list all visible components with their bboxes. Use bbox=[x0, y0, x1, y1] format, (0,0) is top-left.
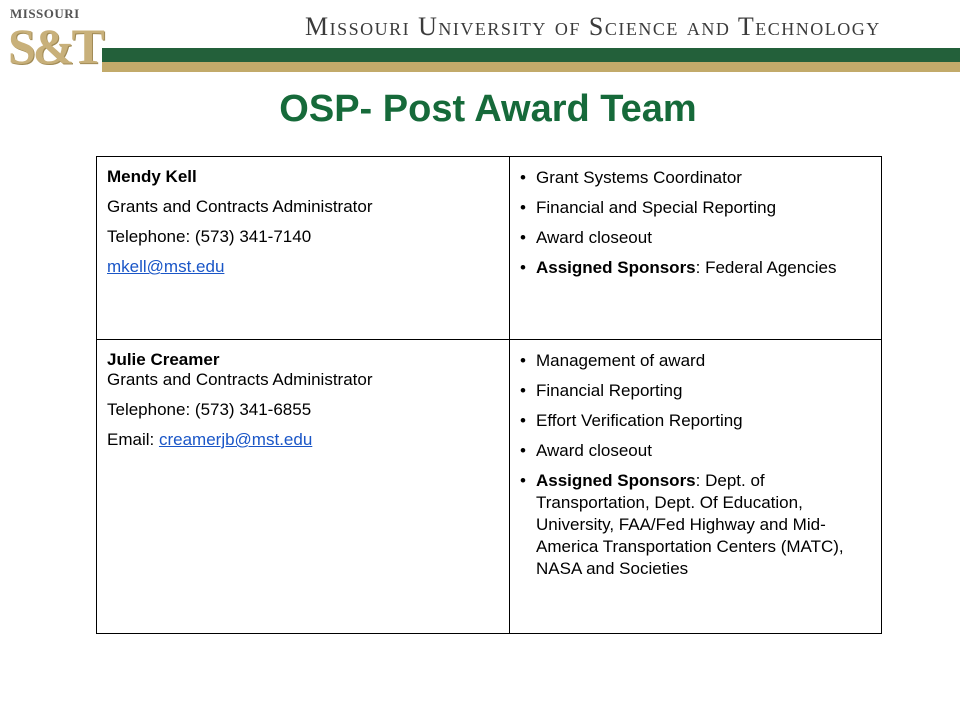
sponsors-label: Assigned Sponsors bbox=[536, 258, 696, 277]
team-table bbox=[96, 156, 882, 634]
bullet-icon: • bbox=[520, 228, 526, 247]
list-item: • Financial Reporting bbox=[520, 381, 683, 400]
logo-mark: S&T bbox=[8, 18, 102, 74]
list-item: • Award closeout bbox=[520, 228, 652, 247]
email-link[interactable]: mkell@mst.edu bbox=[107, 257, 225, 276]
bullet-icon: • bbox=[520, 168, 526, 187]
duties-cell bbox=[510, 157, 882, 340]
sponsors-label: Assigned Sponsors bbox=[536, 471, 696, 490]
sponsors-text: : Dept. of Transportation, Dept. Of Education, University, FAA/Fed Highway and Mid-America Transportation Centers (MATC), NASA and Societies bbox=[536, 471, 844, 578]
duties-list bbox=[518, 167, 871, 279]
duties-cell bbox=[510, 340, 882, 634]
university-name: Missouri University of Science and Technology bbox=[305, 12, 881, 41]
mst-logo bbox=[8, 6, 100, 78]
contact-cell bbox=[97, 340, 510, 634]
bullet-icon: • bbox=[520, 258, 526, 277]
member-email-line bbox=[107, 430, 499, 450]
header-green-bar bbox=[102, 48, 960, 62]
bullet-icon: • bbox=[520, 351, 526, 370]
email-link[interactable]: creamerjb@mst.edu bbox=[158, 430, 313, 449]
member-name: Julie Creamer bbox=[107, 350, 220, 369]
member-name: Mendy Kell bbox=[107, 167, 197, 186]
list-item: • Management of award bbox=[520, 351, 706, 370]
duties-list bbox=[518, 350, 871, 580]
bullet-icon: • bbox=[520, 381, 526, 400]
bullet-icon: • bbox=[520, 198, 526, 217]
member-role: Grants and Contracts Administrator bbox=[107, 370, 373, 389]
contact-cell bbox=[97, 157, 510, 340]
bullet-icon: • bbox=[520, 411, 526, 430]
list-item: • Effort Verification Reporting bbox=[520, 411, 743, 430]
header-gold-bar bbox=[102, 62, 960, 72]
list-item: • Financial and Special Reporting bbox=[520, 198, 777, 217]
list-item-sponsors bbox=[518, 470, 871, 580]
slide-title: OSP- Post Award Team bbox=[279, 88, 697, 130]
slide-header bbox=[0, 0, 960, 82]
sponsors-text: : Federal Agencies bbox=[695, 258, 837, 277]
table-row bbox=[97, 340, 882, 634]
list-item-sponsors bbox=[518, 257, 871, 279]
member-role: Grants and Contracts Administrator bbox=[107, 197, 373, 216]
bullet-icon: • bbox=[520, 441, 526, 460]
table-row bbox=[97, 157, 882, 340]
email-prefix: Email: bbox=[107, 430, 159, 449]
member-email-line bbox=[107, 257, 499, 277]
logo-top-text: MISSOURI bbox=[10, 6, 80, 21]
list-item: • Grant Systems Coordinator bbox=[520, 168, 742, 187]
member-telephone: Telephone: (573) 341-7140 bbox=[107, 227, 312, 246]
member-telephone: Telephone: (573) 341-6855 bbox=[107, 400, 312, 419]
bullet-icon: • bbox=[520, 471, 526, 490]
list-item: • Award closeout bbox=[520, 441, 652, 460]
